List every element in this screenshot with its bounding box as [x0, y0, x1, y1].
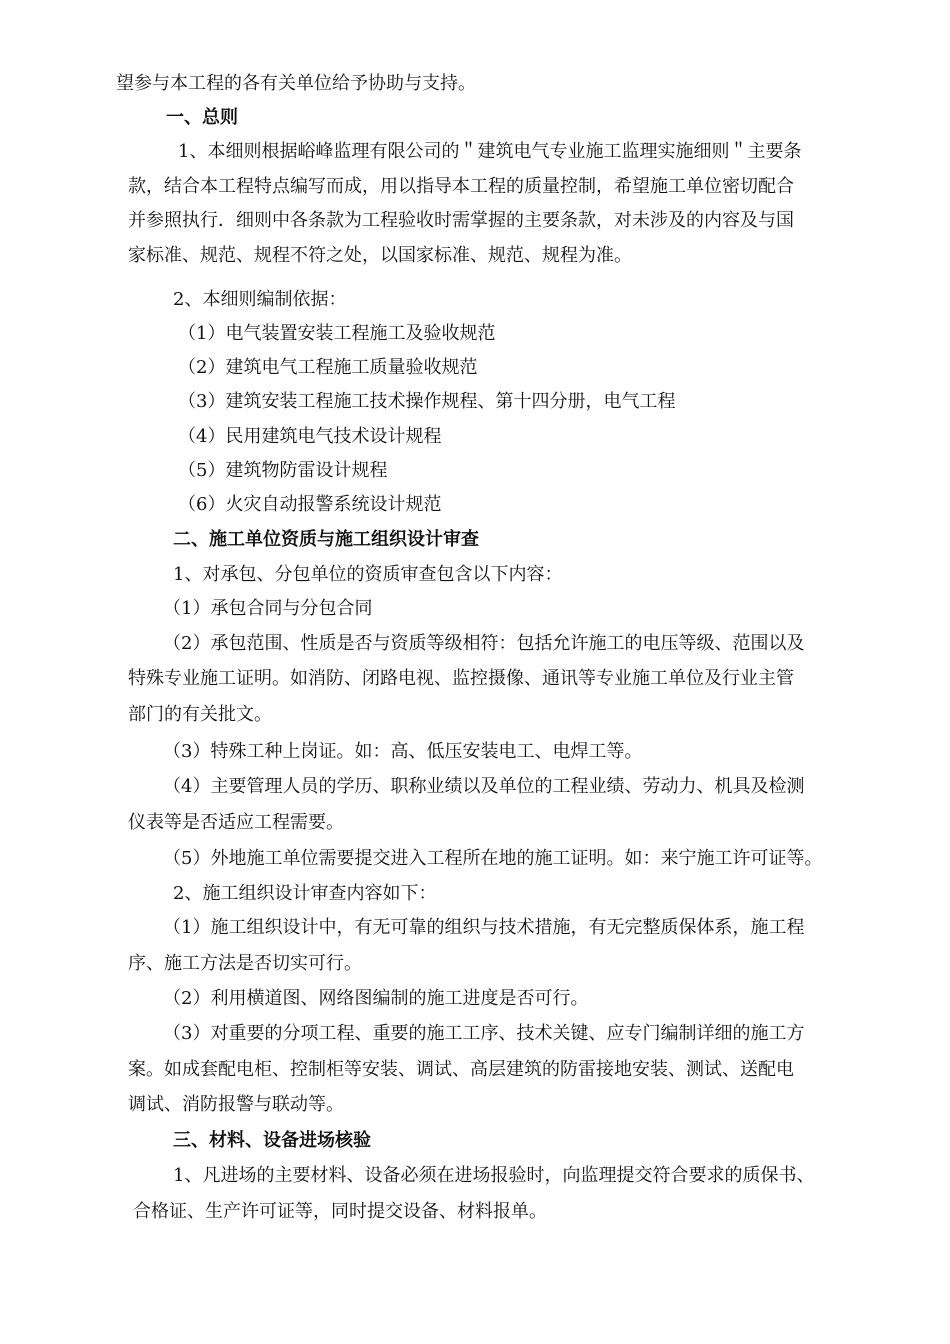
- paragraph-line: 调试、消防报警与联动等。: [128, 1094, 344, 1115]
- paragraph-line: 1、本细则根据峪峰监理有限公司的＂建筑电气专业施工监理实施细则＂主要条: [178, 141, 802, 162]
- paragraph-line: 特殊专业施工证明。如消防、闭路电视、监控摄像、通讯等专业施工单位及行业主管: [128, 668, 794, 689]
- list-item: （5）建筑物防雷设计规程: [178, 460, 388, 481]
- section-heading: 一、总则: [166, 107, 238, 128]
- paragraph-line: 望参与本工程的各有关单位给予协助与支持。: [116, 73, 476, 94]
- list-item: （4）主要管理人员的学历、职称业绩以及单位的工程业绩、劳动力、机具及检测: [163, 776, 805, 797]
- list-item: （4）民用建筑电气技术设计规程: [178, 426, 442, 447]
- paragraph-line: 2、施工组织设计审查内容如下：: [173, 883, 437, 904]
- list-item: （5）外地施工单位需要提交进入工程所在地的施工证明。如：来宁施工许可证等。: [163, 848, 823, 869]
- section-heading: 二、施工单位资质与施工组织设计审查: [173, 529, 479, 550]
- list-item: （2）建筑电气工程施工质量验收规范: [178, 357, 478, 378]
- list-item: （6）火灾自动报警系统设计规范: [178, 494, 442, 515]
- paragraph-line: 家标准、规范、规程不符之处，以国家标准、规范、规程为准。: [128, 245, 632, 266]
- paragraph-line: 部门的有关批文。: [128, 704, 272, 725]
- list-item: （3）建筑安装工程施工技术操作规程、第十四分册，电气工程: [178, 391, 676, 412]
- list-item: （2）承包范围、性质是否与资质等级相符：包括允许施工的电压等级、范围以及: [163, 633, 805, 654]
- paragraph-line: 并参照执行．细则中各条款为工程验收时需掌握的主要条款，对未涉及的内容及与国: [128, 210, 794, 231]
- list-item: （2）利用横道图、网络图编制的施工进度是否可行。: [163, 988, 589, 1009]
- paragraph-line: 仪表等是否适应工程需要。: [128, 812, 344, 833]
- paragraph-line: 1、对承包、分包单位的资质审查包含以下内容：: [173, 564, 563, 585]
- list-item: （3）特殊工种上岗证。如：高、低压安装电工、电焊工等。: [163, 741, 643, 762]
- paragraph-line: 案。如成套配电柜、控制柜等安装、调试、高层建筑的防雷接地安装、测试、送配电: [128, 1059, 794, 1080]
- paragraph-line: 合格证、生产许可证等，同时提交设备、材料报单。: [133, 1201, 547, 1222]
- list-item: （1）电气装置安装工程施工及验收规范: [178, 323, 496, 344]
- paragraph-line: 2、本细则编制依据：: [173, 289, 347, 310]
- paragraph-line: 序、施工方法是否切实可行。: [128, 953, 362, 974]
- list-item: （3）对重要的分项工程、重要的施工工序、技术关键、应专门编制详细的施工方: [163, 1023, 805, 1044]
- section-heading: 三、材料、设备进场核验: [173, 1130, 371, 1151]
- list-item: （1）承包合同与分包合同: [163, 598, 373, 619]
- paragraph-line: 款，结合本工程特点编写而成，用以指导本工程的质量控制，希望施工单位密切配合: [128, 176, 794, 197]
- paragraph-line: 1、凡进场的主要材料、设备必须在进场报验时，向监理提交符合要求的质保书、: [173, 1165, 815, 1186]
- list-item: （1）施工组织设计中，有无可靠的组织与技术措施，有无完整质保体系，施工程: [163, 917, 805, 938]
